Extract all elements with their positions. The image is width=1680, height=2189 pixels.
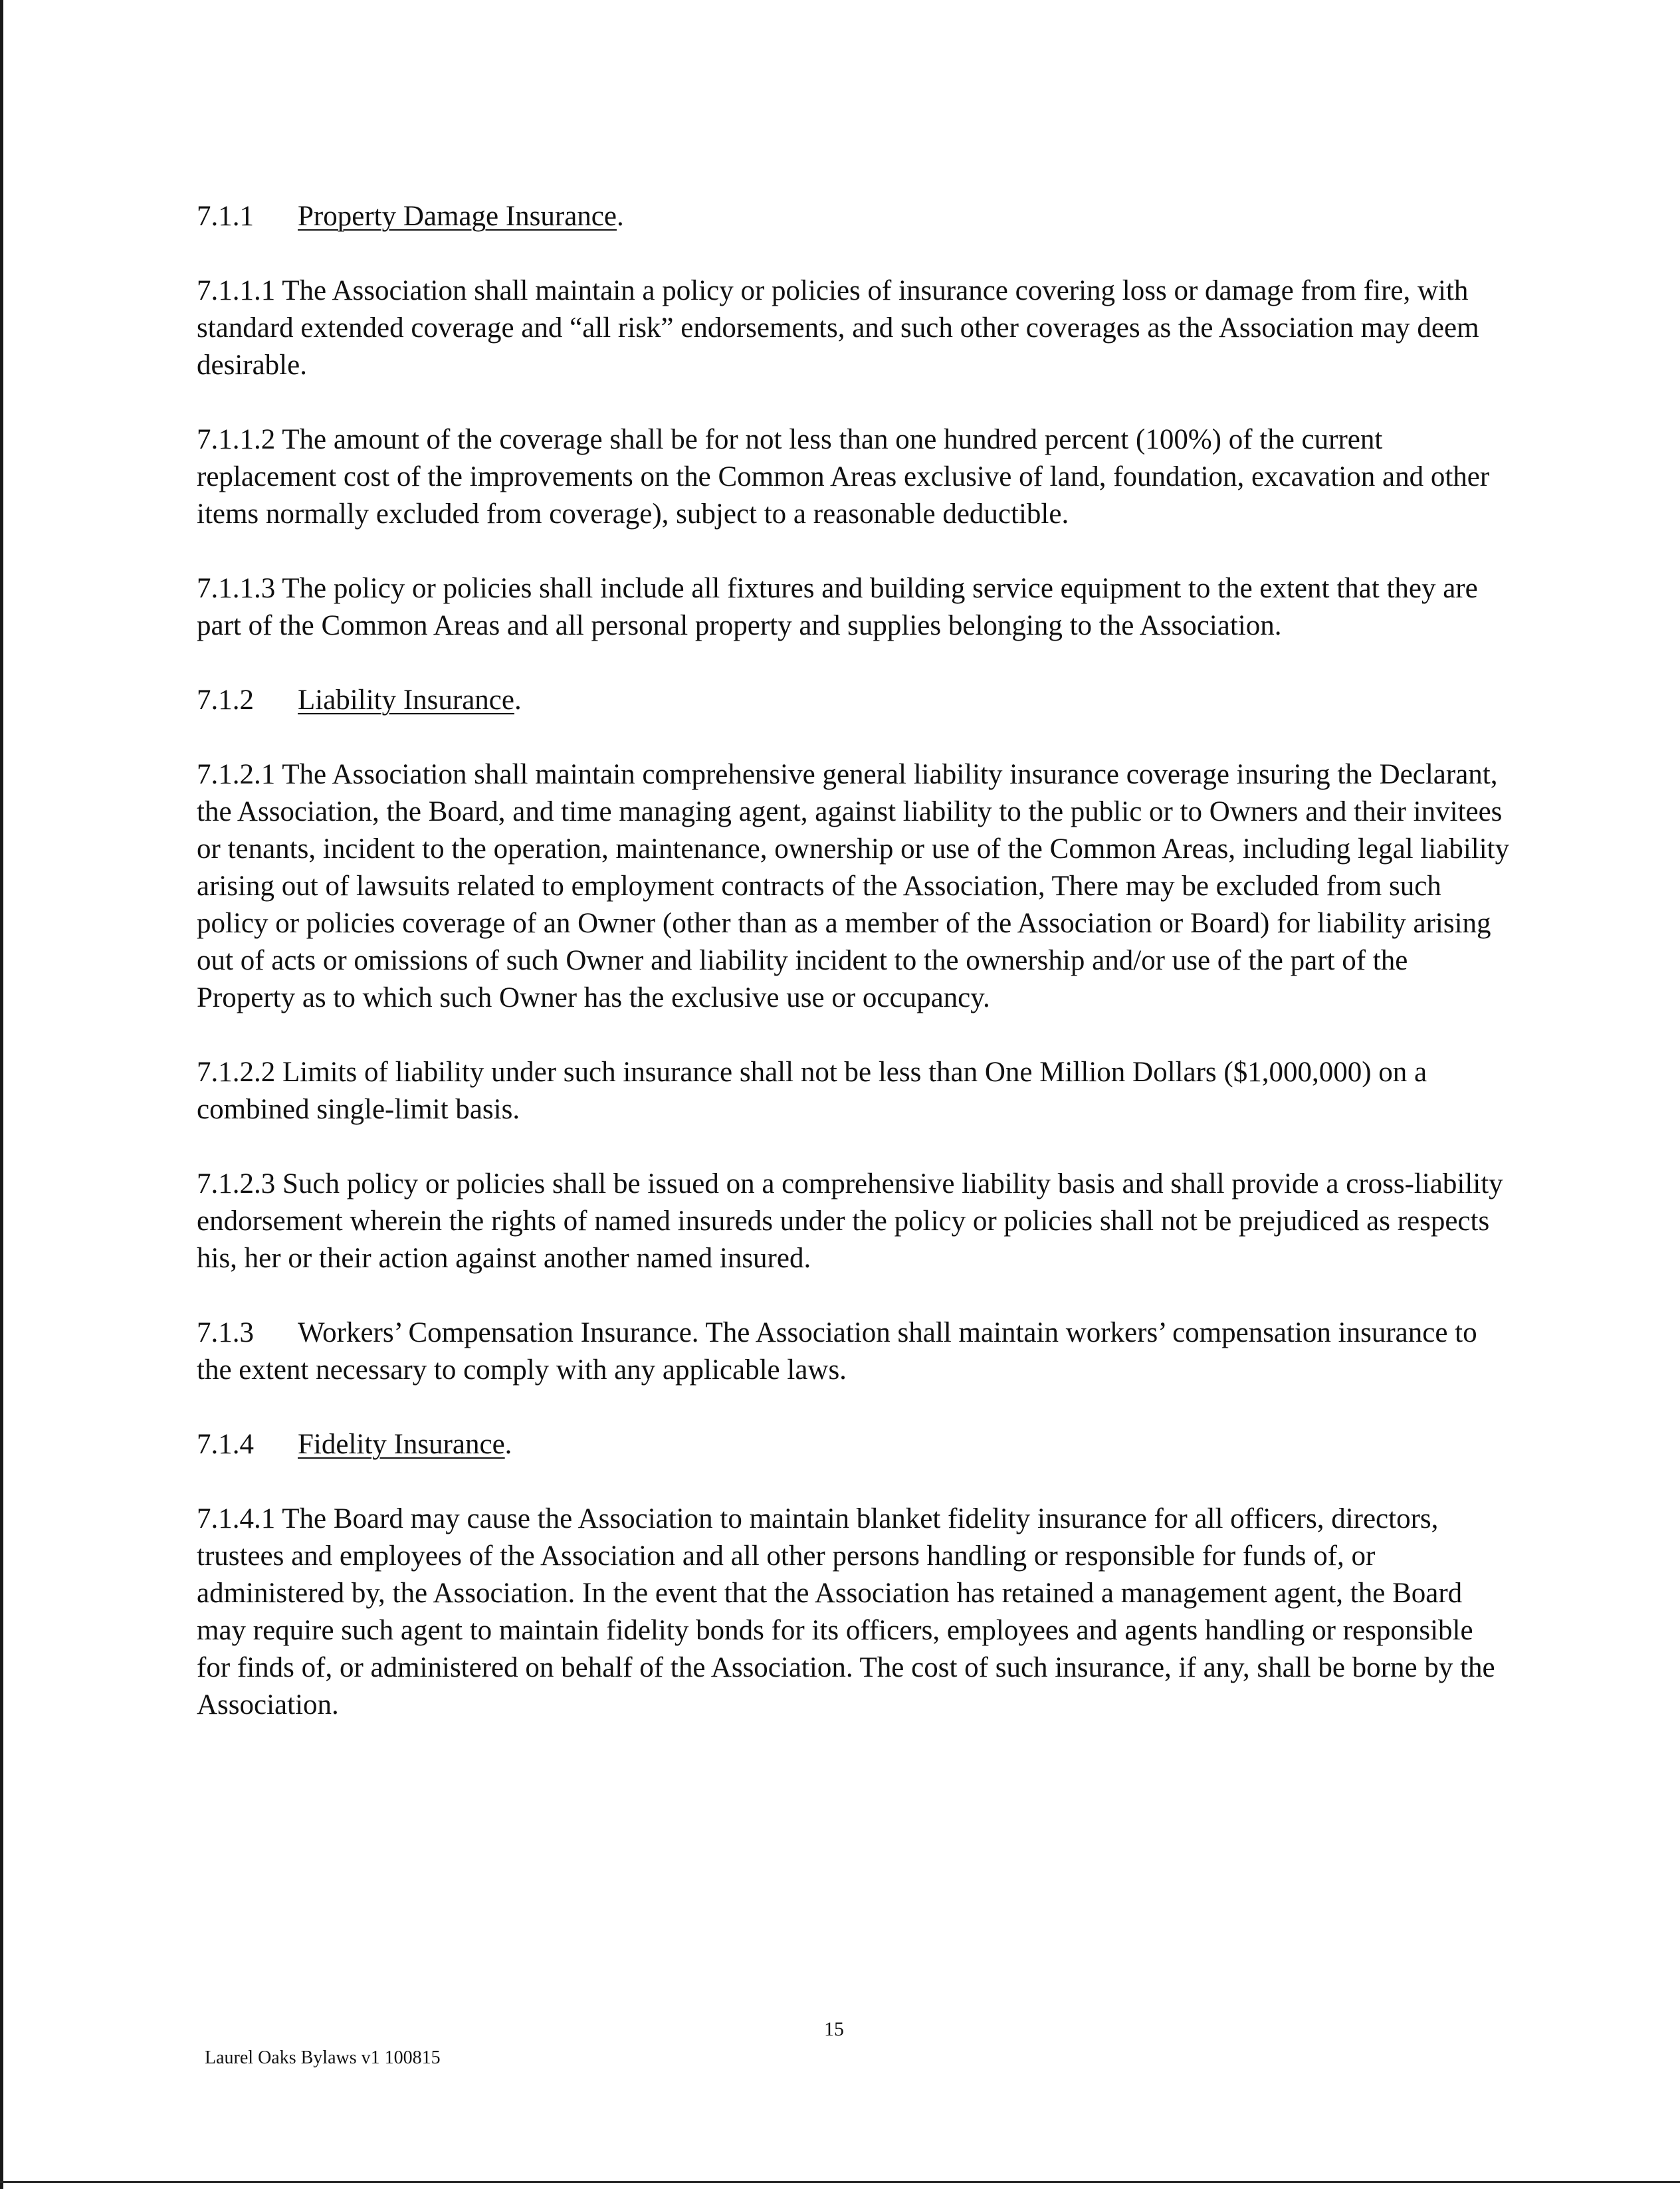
paragraph-7-1-3 xyxy=(197,1314,1513,1389)
section-trailing: . xyxy=(514,684,522,716)
section-trailing: . xyxy=(616,201,624,232)
section-heading-7-1-2 xyxy=(197,682,1513,719)
section-title: Fidelity Insurance xyxy=(298,1429,505,1460)
paragraph-7-1-1-3: 7.1.1.3 The policy or policies shall include all fixtures and building service equipment to the extent that they are part of the Common Areas and all personal property and supplies belonging to the Association. xyxy=(197,573,1478,641)
paragraph-7-1-2-2: 7.1.2.2 Limits of liability under such insurance shall not be less than One Million Dollars ($1,000,000) on a combined single-limit basis. xyxy=(197,1057,1427,1125)
paragraph-7-1-2-3: 7.1.2.3 Such policy or policies shall be issued on a comprehensive liability basis and shall provide a cross-liability endorsement wherein the rights of named insureds under the policy or policies shall not be prejudiced as respects his, her or their action against another named insured. xyxy=(197,1168,1503,1274)
paragraph-7-1-2-1: 7.1.2.1 The Association shall maintain comprehensive general liability insurance coverage insuring the Declarant, the Association, the Board, and time managing agent, against liability to the public or to Owners and their invitees or tenants, incident to the operation, maintenance, ownership or use of the Common Areas, including legal liability arising out of lawsuits related to employment contracts of the Association, There may be excluded from such policy or policies coverage of an Owner (other than as a member of the Association or Board) for liability arising out of acts or omissions of such Owner and liability incident to the ownership and/or use of the part of the Property as to which such Owner has the exclusive use or occupancy. xyxy=(197,759,1510,1013)
section-title: Property Damage Insurance xyxy=(298,201,617,232)
scan-bottom-edge xyxy=(0,2181,1680,2183)
paragraph-7-1-1-2: 7.1.1.2 The amount of the coverage shall be for not less than one hundred percent (100%) of the current replacement cost of the improvements on the Common Areas exclusive of land, foundation, excavation and other items normally excluded from coverage), subject to a reasonable deductible. xyxy=(197,424,1490,530)
section-number: 7.1.2 xyxy=(197,684,254,716)
page-number: 15 xyxy=(824,2018,844,2040)
section-text: Workers’ Compensation Insurance. The Association shall maintain workers’ compensation insurance to the extent necessary to comply with any applicable laws. xyxy=(197,1317,1477,1386)
paragraph-7-1-1-1: 7.1.1.1 The Association shall maintain a policy or policies of insurance covering loss or damage from fire, with standard extended coverage and “all risk” endorsements, and such other coverages as the Association may deem desirable. xyxy=(197,275,1479,381)
paragraph-7-1-4-1: 7.1.4.1 The Board may cause the Association to maintain blanket fidelity insurance for all officers, directors, trustees and employees of the Association and all other persons handling or responsible for funds of, or administered by, the Association. In the event that the Association has retained a management agent, the Board may require such agent to maintain fidelity bonds for its officers, employees and agents handling or responsible for finds of, or administered on behalf of the Association. The cost of such insurance, if any, shall be borne by the Association. xyxy=(197,1503,1495,1720)
section-number: 7.1.4 xyxy=(197,1429,254,1460)
document-body xyxy=(197,198,1513,1761)
footer-document-id: Laurel Oaks Bylaws v1 100815 xyxy=(205,2047,441,2068)
section-trailing: . xyxy=(504,1429,512,1460)
section-number: 7.1.3 xyxy=(197,1317,254,1348)
section-heading-7-1-1 xyxy=(197,198,1513,235)
section-heading-7-1-4 xyxy=(197,1426,1513,1463)
scan-left-edge xyxy=(0,0,3,2189)
section-number: 7.1.1 xyxy=(197,201,254,232)
section-title: Liability Insurance xyxy=(298,684,514,716)
